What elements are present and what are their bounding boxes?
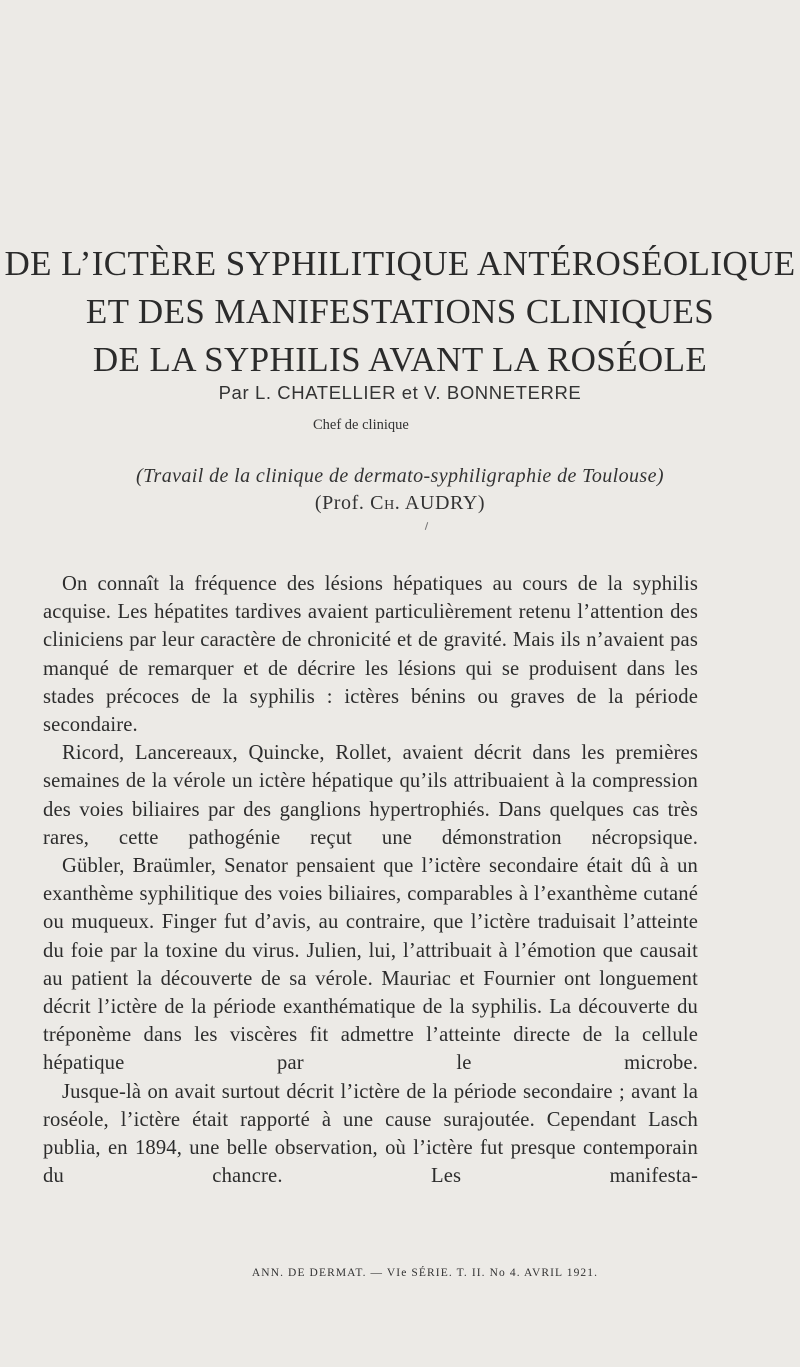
title-line-3: DE LA SYPHILIS AVANT LA ROSÉOLE [92, 340, 708, 379]
title-line-2: ET DES MANIFESTATIONS CLINIQUES [85, 292, 715, 331]
title-line-1: DE L’ICTÈRE SYPHILITIQUE ANTÉROSÉOLIQUE [4, 244, 796, 283]
affiliation: (Travail de la clinique de dermato-syphiligraphie de Toulouse) [136, 465, 664, 487]
article-title [0, 240, 800, 384]
body-paragraph-3: Gübler, Braümler, Senator pensaient que l’ictère secondaire était dû à un exanthème syphilitique des voies biliaires, comparables à l’exanthème cutané ou muqueux. Finger fut d’avis, au contraire, que l’ictère traduisait l’atteinte du foie par la toxine du virus. Julien, lui, l’attribuait à l’émotion que causait au patient la découverte de sa vérole. Mauriac et Fournier ont longuement décrit l’ictère de la période exanthématique de la syphilis. La découverte du tréponème dans les viscères fit admettre l’atteinte directe de la cellule hépatique par le microbe. [43, 855, 698, 1075]
professor-line [0, 492, 800, 515]
professor-name: AUDRY) [400, 492, 486, 514]
body-paragraph-4: Jusque-là on avait surtout décrit l’ictère de la période secondaire ; avant la roséole, l’ictère était rapporté à une cause surajoutée. Cependant Lasch publia, en 1894, une belle observation, où l’ictère fut presque contemporain du chancre. Les manifesta- [43, 1080, 698, 1188]
page-footer: ANN. DE DERMAT. — VIe SÉRIE. T. II. No 4. AVRIL 1921. [251, 1267, 599, 1279]
professor-initial: Ch. [370, 492, 401, 514]
authors-line: Par L. CHATELLIER et V. BONNETERRE [218, 382, 582, 403]
body-paragraph-2: Ricord, Lancereaux, Quincke, Rollet, avaient décrit dans les premières semaines de la vérole un ictère hépatique qu’ils attribuaient à la compression des voies biliaires par des ganglions hypertrophiés. Dans quelques cas très rares, cette pathogénie reçut une démonstration nécropsique. [43, 742, 698, 849]
article-body [43, 570, 698, 1190]
author-role: Chef de clinique [313, 417, 409, 433]
stray-mark [425, 522, 428, 530]
professor-prefix: (Prof. [314, 492, 371, 514]
body-paragraph-1: On connaît la fréquence des lésions hépatiques au cours de la syphilis acquise. Les hépatites tardives avaient particulièrement retenu l’attention des cliniciens par leur caractère de chronicité et de gravité. Mais ils n’avaient pas manqué de remarquer et de décrire les lésions qui se produisent dans les stades précoces de la syphilis : ictères bénins ou graves de la période secondaire. [43, 573, 698, 737]
